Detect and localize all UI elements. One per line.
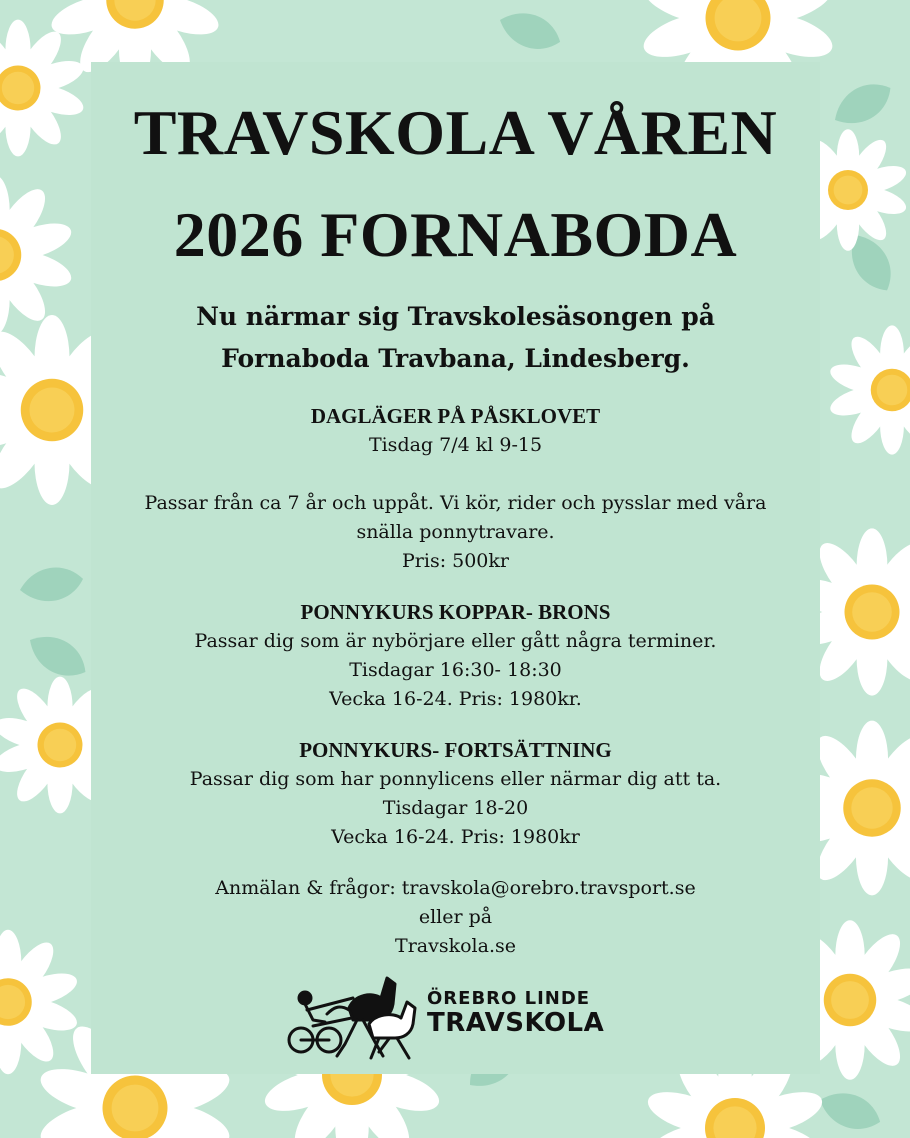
contact-or-line: eller på	[418, 906, 493, 928]
section-date: Tisdag 7/4 kl 9-15	[368, 434, 543, 456]
poster-panel	[91, 62, 820, 1074]
contact-website-link[interactable]: Travskola.se	[395, 935, 516, 957]
section-weeks-price: Vecka 16-24. Pris: 1980kr	[331, 826, 580, 848]
section-price: Pris: 500kr	[402, 550, 509, 572]
logo-text-orebro-linde: ÖREBRO LINDE	[427, 988, 591, 1009]
logo-text-travskola: TRAVSKOLA	[427, 1008, 605, 1038]
trotting-horse-icon	[283, 964, 423, 1064]
poster-title	[91, 82, 820, 286]
section-dagläger	[91, 402, 820, 576]
section-weeks-price: Vecka 16-24. Pris: 1980kr.	[329, 688, 582, 710]
section-description: Passar dig som har ponnylicens eller närmar dig att ta.	[189, 768, 722, 790]
section-time: Tisdagar 16:30- 18:30	[349, 659, 562, 681]
title-line-1: TRAVSKOLA VÅREN	[133, 97, 778, 168]
poster-subtitle	[91, 296, 820, 380]
section-ponnykurs-koppar-brons	[91, 598, 820, 714]
orebro-linde-travskola-logo	[283, 964, 603, 1064]
section-description-2: snälla ponnytravare.	[356, 521, 555, 543]
section-heading: DAGLÄGER PÅ PÅSKLOVET	[310, 404, 601, 428]
subtitle-line-2: Fornaboda Travbana, Lindesberg.	[221, 344, 690, 373]
section-time: Tisdagar 18-20	[382, 797, 529, 819]
contact-info	[91, 874, 820, 961]
subtitle-line-1: Nu närmar sig Travskolesäsongen på	[196, 302, 715, 331]
section-ponnykurs-fortsattning	[91, 736, 820, 852]
section-description: Passar dig som är nybörjare eller gått några terminer.	[194, 630, 717, 652]
section-description-1: Passar från ca 7 år och uppåt. Vi kör, rider och pysslar med våra	[144, 492, 767, 514]
title-line-2: 2026 FORNABODA	[173, 199, 738, 270]
contact-email-line[interactable]: Anmälan & frågor: travskola@orebro.travsport.se	[215, 877, 696, 899]
section-heading: PONNYKURS- FORTSÄTTNING	[299, 738, 612, 762]
section-heading: PONNYKURS KOPPAR- BRONS	[300, 600, 611, 624]
